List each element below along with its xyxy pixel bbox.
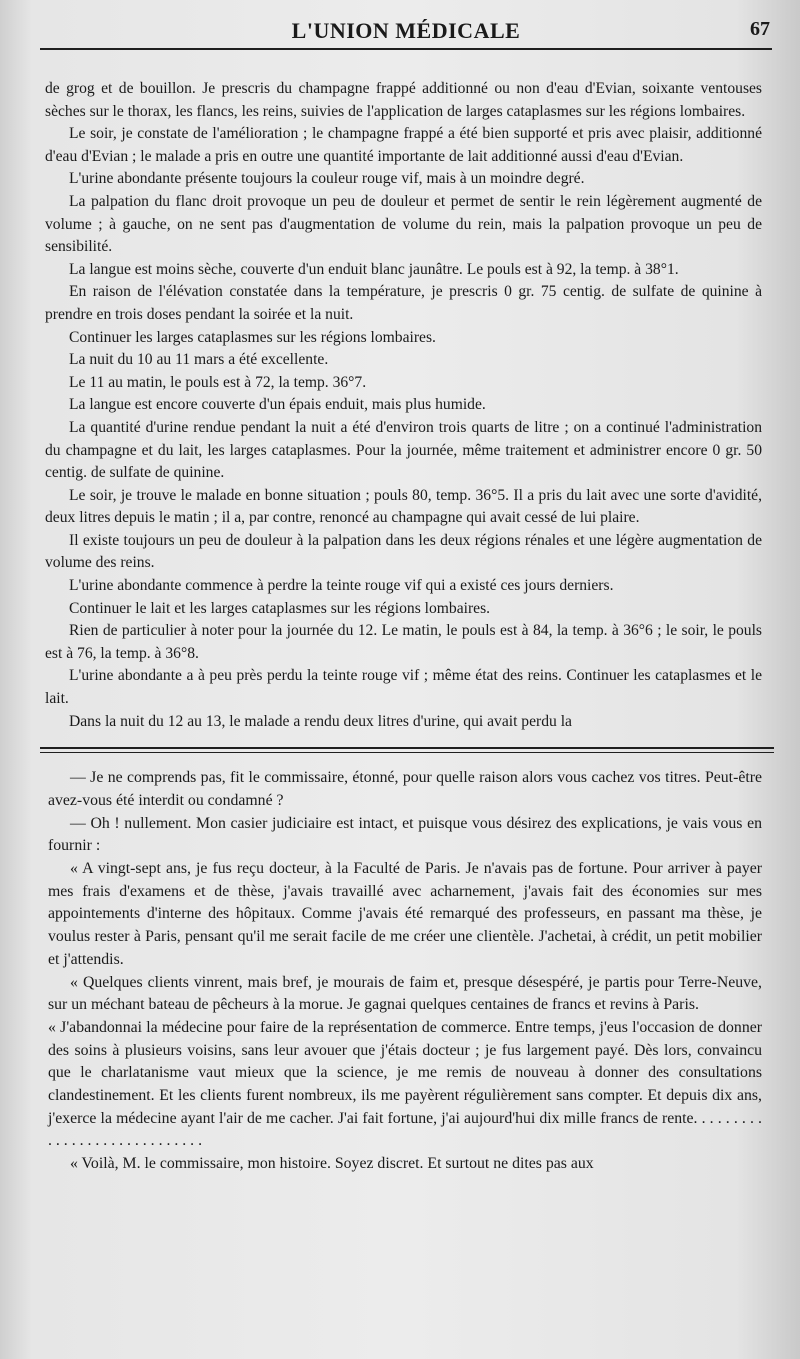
paragraph: — Je ne comprends pas, fit le commissaire, étonné, pour quelle raison alors vous cachez vos titres. Peut-être avez-vous été interdit ou condamné ?	[48, 769, 762, 809]
clinical-observation	[45, 78, 762, 733]
paragraph: La quantité d'urine rendue pendant la nuit a été d'environ trois quarts de litre ; on a continué l'administration du champagne et du lait, les larges cataplasmes. Pour la journée, même traitement et administrer encore 0 gr. 50 centig. de sulfate de quinine.	[45, 418, 762, 482]
feuilleton-separator	[40, 747, 774, 753]
running-title: L'UNION MÉDICALE	[291, 18, 521, 43]
paragraph: Le soir, je constate de l'amélioration ; le champagne frappé a été bien supporté et pris avec plaisir, additionné d'eau d'Evian ; le malade a pris en outre une quantité importante de lait additionné aussi d'eau d'Evian.	[45, 125, 762, 165]
paragraph: En raison de l'élévation constatée dans la température, je prescris 0 gr. 75 centig. de sulfate de quinine à prendre en trois doses pendant la soirée et la nuit.	[45, 283, 762, 323]
paragraph: La palpation du flanc droit provoque un peu de douleur et permet de sentir le rein légèrement augmenté de volume ; à gauche, on ne sent pas d'augmentation de volume du rein, mais la palpation provoque un peu de sensibilité.	[45, 192, 762, 256]
paragraph: L'urine abondante a à peu près perdu la teinte rouge vif ; même état des reins. Continuer les cataplasmes et le lait.	[45, 667, 762, 708]
paragraph: La langue est moins sèche, couverte d'un enduit blanc jaunâtre. Le pouls est à 92, la temp. à 38°1.	[69, 260, 679, 278]
paragraph: — Oh ! nullement. Mon casier judiciaire est intact, et puisque vous désirez des explications, je vais vous en fournir :	[48, 814, 762, 855]
paragraph: Continuer les larges cataplasmes sur les régions lombaires.	[69, 328, 436, 346]
paragraph: « J'abandonnai la médecine pour faire de la représentation de commerce. Entre temps, j'eus l'occasion de donner des soins à plusieurs voisins, sans leur avouer que j'étais docteur ; je fus largement payé. Dès lors, convaincu que le charlatanisme vaut mieux que la science, je me remis de nouveau à donner des consultations clandestinement. Et les clients furent nombreux, ils me payèrent régulièrement sans compter. Et depuis dix ans, j'exerce la médecine ayant l'air de me cacher. J'ai fait fortune, j'ai aujourd'hui dix mille francs de rente. . . . . . . . . . . . . . . . . . . . . . . . . . . . .	[48, 1018, 762, 1150]
paragraph: Le soir, je trouve le malade en bonne situation ; pouls 80, temp. 36°5. Il a pris du lait avec une sorte d'avidité, deux litres depuis le matin ; il a, par contre, renoncé au champagne qui avait cessé de lui plaire.	[45, 486, 762, 527]
paragraph: Continuer le lait et les larges cataplasmes sur les régions lombaires.	[69, 599, 491, 617]
paragraph: Il existe toujours un peu de douleur à la palpation dans les deux régions rénales et une légère augmentation de volume des reins.	[45, 531, 762, 572]
paragraph: La langue est encore couverte d'un épais enduit, mais plus humide.	[69, 396, 486, 414]
paragraph: « A vingt-sept ans, je fus reçu docteur, à la Faculté de Paris. Je n'avais pas de fortune. Pour arriver à payer mes frais d'examens et de thèse, j'avais travaillé avec acharnement, j'avais fait des économies sur mes appointements d'interne des hôpitaux. Comme j'avais été remarqué des professeurs, en passant ma thèse, je voulus rester à Paris, pensant qu'il me serait facile de me créer une clientèle. J'achetai, à crédit, un petit mobilier et j'attendis.	[48, 860, 762, 968]
paragraph: « Voilà, M. le commissaire, mon histoire. Soyez discret. Et surtout ne dites pas aux	[70, 1155, 594, 1173]
page-number: 67	[750, 18, 770, 40]
paragraph: Rien de particulier à noter pour la journée du 12. Le matin, le pouls est à 84, la temp. à 36°6 ; le soir, le pouls est à 76, la temp. à 36°8.	[45, 622, 762, 662]
paragraph: L'urine abondante présente toujours la couleur rouge vif, mais à un moindre degré.	[69, 170, 585, 188]
feuilleton-story	[48, 767, 762, 1176]
paragraph: « Quelques clients vinrent, mais bref, je mourais de faim et, presque désespéré, je partis pour Terre-Neuve, sur un méchant bateau de pêcheurs à la morue. Je gagnai quelques centaines de francs et revins à Paris.	[48, 973, 762, 1014]
paragraph: Dans la nuit du 12 au 13, le malade a rendu deux litres d'urine, qui avait perdu la	[69, 712, 572, 730]
paragraph: L'urine abondante commence à perdre la teinte rouge vif qui a existé ces jours derniers.	[69, 577, 614, 595]
paragraph: de grog et de bouillon. Je prescris du champagne frappé additionné ou non d'eau d'Evian, soixante ventouses sèches sur le thorax, les flancs, les reins, suivies de l'application de larges cataplasmes sur les régions lombaires.	[45, 80, 762, 120]
page-header	[40, 14, 772, 50]
paragraph: La nuit du 10 au 11 mars a été excellente.	[69, 351, 329, 369]
paragraph: Le 11 au matin, le pouls est à 72, la temp. 36°7.	[69, 373, 367, 391]
